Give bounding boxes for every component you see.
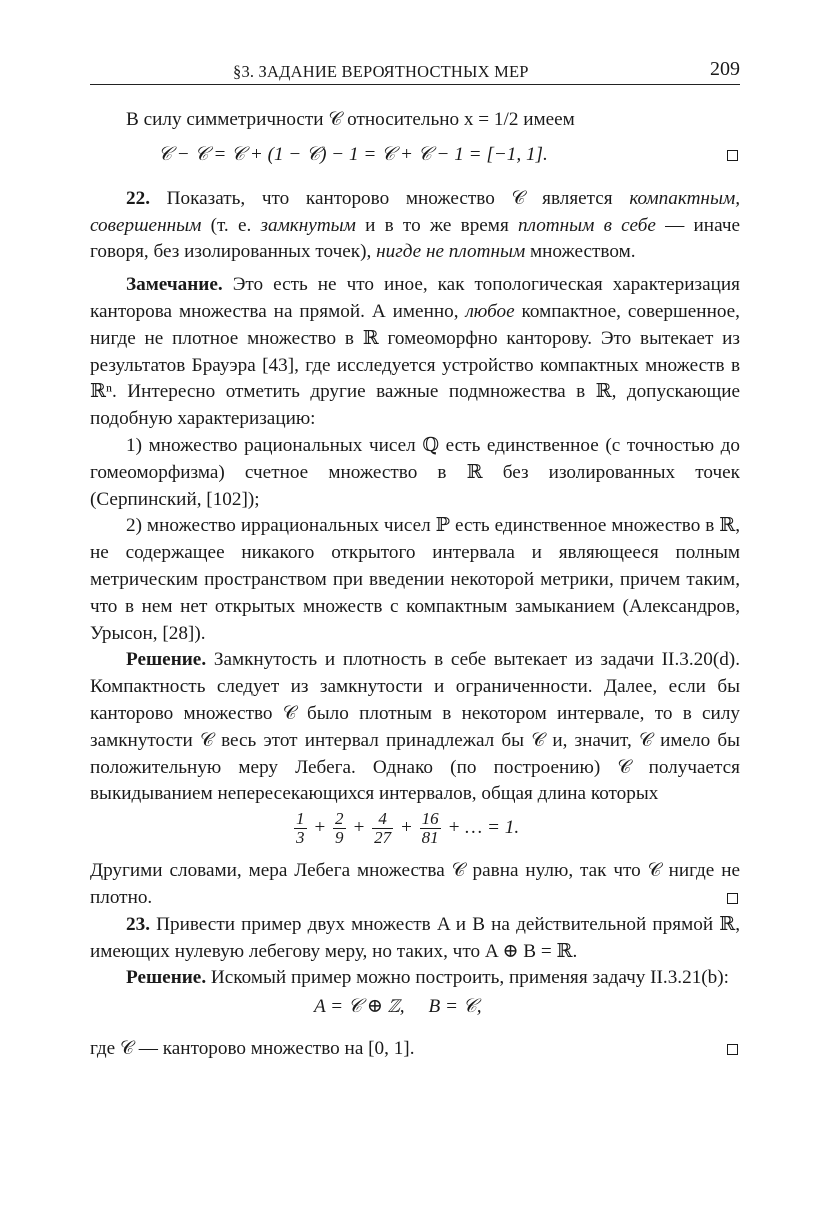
running-header <box>90 58 740 85</box>
qed-mark <box>727 1044 738 1055</box>
series-tail: + … = 1. <box>447 817 520 839</box>
page <box>90 58 740 1063</box>
problem-text: (т. е. <box>201 214 261 236</box>
problem-22 <box>90 186 740 266</box>
problem-23 <box>90 912 740 966</box>
term: замкнутым <box>260 214 356 236</box>
problem-text: Привести пример двух множеств A и B на действительной прямой ℝ, имеющих нулевую лебегову меру, но таких, что A ⊕ B = ℝ. <box>90 913 740 962</box>
intro-line: В силу симметричности 𝒞 относительно x = 1/2 имеем <box>126 109 575 130</box>
plus-sign: + <box>352 817 366 839</box>
term: любое <box>465 300 515 322</box>
solution-text: Искомый пример можно построить, применяя задачу II.3.21(b): <box>206 967 729 989</box>
qed-mark <box>727 893 738 904</box>
solution-label: Решение. <box>126 967 207 989</box>
conclusion-22 <box>90 858 740 912</box>
page-number: 209 <box>710 58 740 80</box>
equation-symmetry <box>90 142 740 172</box>
solution-23 <box>90 965 740 992</box>
remark-text: Это есть не что иное, как топологическая характеризация канторова множества на прямой. А именно, <box>90 274 740 322</box>
equation-text: A = 𝒞 ⊕ ℤ, B = 𝒞, <box>314 996 482 1018</box>
term: нигде не плотным <box>376 241 526 263</box>
remark-paragraph <box>90 272 740 433</box>
equation-text: 𝒞 − 𝒞 = 𝒞 + (1 − 𝒞) − 1 = 𝒞 + 𝒞 − 1 = [−1, 1]. <box>158 143 548 165</box>
remark-item-2: 2) множество иррациональных чисел ℙ есть единственное множество в ℝ, не содержащее никакого открытого интервала и являющееся полным метрическим пространством при введении некоторой метрики, причем таким, что в нем нет открытых множеств с компактным замыканием (Александров, Урысон, [28]). <box>90 515 740 644</box>
closing-line <box>90 1036 740 1063</box>
series-equation <box>90 808 740 854</box>
problem-text: множеством. <box>525 241 636 263</box>
qed-mark <box>727 150 738 161</box>
term: совершенным <box>90 214 202 236</box>
fraction: $\frac{2}{9}$ <box>335 809 344 848</box>
remark-label: Замечание. <box>126 274 223 296</box>
problem-number: 22. <box>126 187 150 209</box>
plus-sign: + <box>313 817 327 839</box>
solution-label: Решение. <box>126 649 207 671</box>
problem-number: 23. <box>126 913 150 935</box>
problem-text: Показать, что канторово множество 𝒞 является <box>149 187 630 209</box>
term: компактным, <box>629 187 740 209</box>
fraction: $\frac{16}{81}$ <box>421 809 439 848</box>
term: плотным в себе <box>518 214 656 236</box>
conclusion-text: Другими словами, мера Лебега множества 𝒞 равна нулю, так что 𝒞 нигде не плотно. <box>90 860 740 908</box>
closing-text: где 𝒞 — канторово множество на [0, 1]. <box>90 1038 415 1060</box>
remark-item-1: 1) множество рациональных чисел ℚ есть единственное (с точностью до гомеоморфизма) счетное множество в ℝ без изолированных точек (Серпинский, [102]); <box>90 434 740 510</box>
remark-text: компактное, совершенное, нигде не плотное множество в ℝ гомеоморфно канторову. Это вытекает из результатов Брауэра [43], где исследуется устройство компактных множеств в ℝⁿ. Интересно отметить другие важные подмножества в ℝ, допускающие подобную характеризацию: <box>90 300 740 430</box>
problem-text: и в то же время <box>355 214 518 236</box>
plus-sign: + <box>399 817 413 839</box>
solution-22 <box>90 647 740 808</box>
solution-text: Замкнутость и плотность в себе вытекает из задачи II.3.20(d). Компактность следует из замкнутости и ограниченности. Далее, если бы канторово множество 𝒞 было плотным в некотором интервале, то в силу замкнутости 𝒞 весь этот интервал принадлежал бы 𝒞 и, значит, 𝒞 имело бы положительную меру Лебега. Однако (по построению) 𝒞 получается выкидыванием непересекающихся интервалов, общая длина которых <box>90 649 740 805</box>
equation-example <box>90 992 740 1026</box>
problem-text: — иначе говоря, без изолированных точек), <box>90 214 740 263</box>
fraction: $\frac{1}{3}$ <box>296 809 305 848</box>
running-title: §3. ЗАДАНИЕ ВЕРОЯТНОСТНЫХ МЕР <box>233 62 529 81</box>
fraction: $\frac{4}{27}$ <box>374 809 392 848</box>
